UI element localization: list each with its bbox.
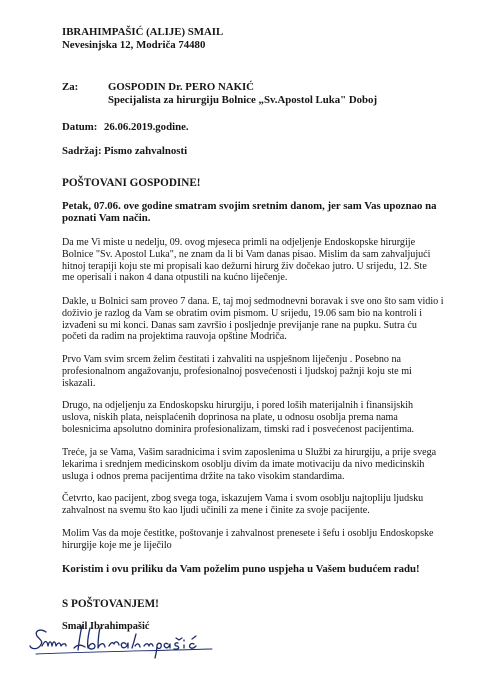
body-paragraph [62, 528, 434, 552]
date-value: 26.06.2019.godine. [104, 121, 189, 133]
paragraph-line: Dakle, u Bolnici sam proveo 7 dana. E, taj moj sedmodnevni boravak i sve ono što sam vidio i [62, 296, 444, 307]
paragraph-line: profesionalnom angažovanju, profesionalnoj posvećenosti i ljudskoj pažnji koju ste mi [62, 365, 412, 377]
paragraph-line: iskazali. [62, 377, 96, 389]
paragraph-line: hirurgije koje me je liječilo [62, 539, 172, 551]
date-label: Datum: [62, 121, 98, 133]
paragraph-line: hitnoj terapiji koju ste mi propisali kao dežurni hirurg živ dočekao jutro. U srijedu, 12. Ste [62, 260, 427, 272]
closing-wish: Koristim i ovu priliku da Vam poželim puno uspjeha u Vašem budućem radu! [62, 563, 420, 575]
recipient-line-1: GOSPODIN Dr. PERO NAKIĆ [108, 81, 254, 93]
greeting: POŠTOVANI GOSPODINE! [62, 177, 201, 189]
paragraph-line: Molim Vas da moje čestitke, poštovanje i zahvalnost prenesete i šefu i osoblju Endoskopske [62, 528, 434, 539]
body-paragraph [62, 493, 423, 517]
paragraph-line: doživio je razlog da Vam se obratim ovim pismom. U srijedu, 19.06 sam bio na kontroli i [62, 307, 423, 319]
handwritten-signature [22, 616, 232, 664]
paragraph-line: usluga i odnos prema pacijentima držite na tako visokim standardima. [62, 470, 345, 482]
paragraph-line: zahvalnost na svemu što kao ljudi učinili za mene i činite za svoje pacijente. [62, 504, 370, 516]
paragraph-line: Prvo Vam svim srcem želim čestitati i zahvaliti na uspješnom liječenju . Posebno na [62, 354, 402, 365]
recipient-label: Za: [62, 81, 79, 93]
sender-name: IBRAHIMPAŠIĆ (ALIJE) SMAIL [62, 26, 224, 38]
paragraph-line: lekarima i srednjem medicinskom osoblju divim da imate motivaciju da nivo medicinskih [62, 458, 425, 470]
paragraph-line: me operisali i nakon 4 dana otpustili na kućno liječenje. [62, 272, 288, 284]
paragraph-line: Četvrto, kao pacijent, zbog svega toga, iskazujem Vama i svom osoblju najtopliju ljudsku [62, 493, 424, 504]
body-paragraph [62, 447, 436, 482]
paragraph-line: bolesnicima apsolutno dominira profesionalizam, timski rad i posvećenost pacijentima. [62, 423, 415, 435]
body-paragraph [62, 400, 414, 435]
intro-line: Petak, 07.06. ove godine smatram svojim sretnim danom, jer sam Vas upoznao na [62, 200, 437, 212]
paragraph-line: uslova, niskih plata, neisplaćenih doprinosa na plate, u odnosu osoblja prema nama [62, 411, 398, 423]
paragraph-line: izvađeni su mi konci. Danas sam završio i posljednje previjanje rane na pupku. Sutra ću [62, 319, 417, 331]
intro-line: poznati Vam način. [62, 212, 151, 225]
paragraph-line: Bolnice "Sv. Apostol Luka", ne znam da li bi Vam danas pisao. Mislim da sam zahvaljujući [62, 248, 431, 260]
paragraph-line: Treće, ja se Vama, Vašim saradnicima i svim zaposlenima u Službi za hirurgiju, a prije svega [62, 447, 437, 458]
body-paragraph [62, 237, 430, 284]
sign-off: S POŠTOVANJEM! [62, 598, 159, 610]
paragraph-line: početi da radim na projektima rauvoja opštine Modriča. [62, 331, 287, 343]
signature-drawing [22, 616, 232, 664]
body-paragraph [62, 296, 444, 343]
subject-value: Pismo zahvalnosti [104, 145, 188, 157]
paragraph-line: Da me Vi miste u nedelju, 09. ovog mjeseca primli na odjeljenje Endoskopske hirurgije [62, 237, 416, 248]
sender-address: Nevesinjska 12, Modriča 74480 [62, 39, 206, 51]
subject-label: Sadržaj: [62, 145, 102, 157]
signer-name: Smail Ibrahimpašić [62, 621, 150, 632]
recipient-line-2: Specijalista za hirurgiju Bolnice „Sv.Apostol Luka" Doboj [108, 94, 378, 106]
intro-paragraph [62, 200, 437, 225]
paragraph-line: Drugo, na odjeljenju za Endoskopsku hirurgiju, i pored loših materijalnih i finansijskih [62, 400, 414, 411]
body-paragraph [62, 354, 412, 389]
